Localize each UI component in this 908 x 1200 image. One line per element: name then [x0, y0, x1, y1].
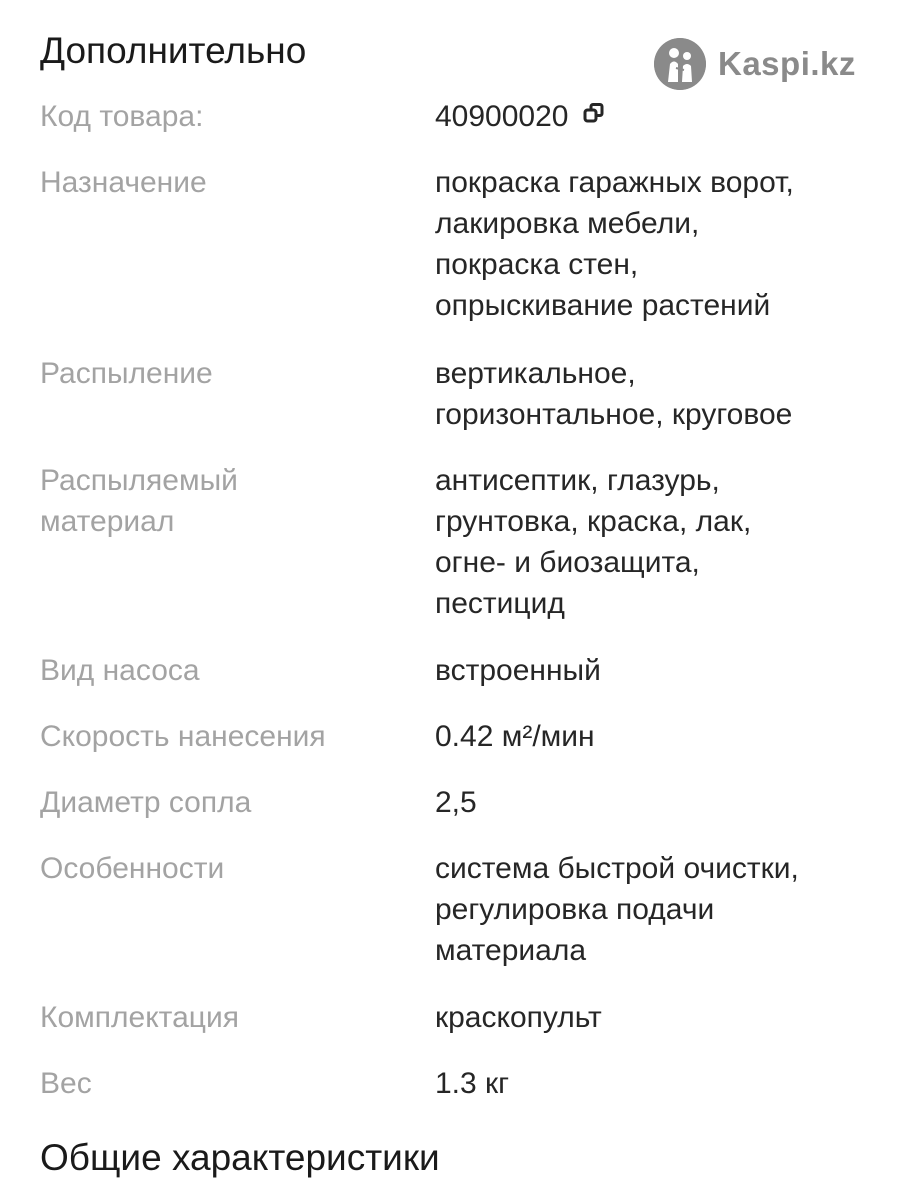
spec-value	[435, 353, 885, 435]
spec-value-line: покраска гаражных ворот,	[435, 166, 794, 199]
spec-value-line: грунтовка, краска, лак,	[435, 505, 752, 538]
product-code-value: 40900020	[435, 100, 569, 133]
spec-label	[40, 460, 410, 542]
spec-label-line: Распыляемый	[40, 464, 238, 497]
spec-value-line: материала	[435, 934, 587, 967]
spec-value	[435, 650, 885, 691]
spec-label: Особенности	[40, 852, 225, 885]
spec-label: Код товара:	[40, 100, 204, 133]
spec-value-line: опрыскивание растений	[435, 289, 771, 322]
spec-value	[435, 716, 885, 757]
spec-value-line: система быстрой очистки,	[435, 852, 799, 885]
spec-value-line: 0.42 м²/мин	[435, 720, 595, 753]
section-title-additional: Дополнительно	[40, 30, 307, 71]
spec-value-line: горизонтальное, круговое	[435, 398, 793, 431]
spec-label: Вид насоса	[40, 654, 200, 687]
spec-value-line: антисептик, глазурь,	[435, 464, 720, 497]
spec-value-line: 1.3 кг	[435, 1067, 510, 1100]
spec-value	[435, 782, 885, 823]
spec-value-line: вертикальное,	[435, 357, 636, 390]
spec-value	[435, 96, 885, 137]
spec-value-line: регулировка подачи	[435, 893, 715, 926]
spec-value	[435, 162, 885, 326]
kaspi-logo-icon	[654, 38, 706, 90]
spec-value	[435, 997, 885, 1038]
section-title-general: Общие характеристики	[40, 1137, 440, 1178]
spec-value-line: встроенный	[435, 654, 601, 687]
copy-icon[interactable]	[582, 95, 606, 136]
spec-value-line: покраска стен,	[435, 248, 639, 281]
spec-label: Комплектация	[40, 1001, 239, 1034]
spec-value	[435, 460, 885, 624]
spec-value-line: лакировка мебели,	[435, 207, 700, 240]
spec-value-line: пестицид	[435, 587, 565, 620]
spec-value-line: 2,5	[435, 786, 477, 819]
spec-value-line: огне- и биозащита,	[435, 546, 700, 579]
spec-label: Скорость нанесения	[40, 720, 326, 753]
kaspi-watermark-text: Kaspi.kz	[718, 45, 856, 82]
spec-label: Назначение	[40, 166, 207, 199]
spec-value-line: краскопульт	[435, 1001, 602, 1034]
spec-value	[435, 1063, 885, 1104]
spec-label: Вес	[40, 1067, 92, 1100]
spec-value	[435, 848, 885, 971]
spec-label: Диаметр сопла	[40, 786, 252, 819]
spec-label-line: материал	[40, 505, 175, 538]
spec-label: Распыление	[40, 357, 213, 390]
kaspi-watermark	[654, 38, 856, 90]
